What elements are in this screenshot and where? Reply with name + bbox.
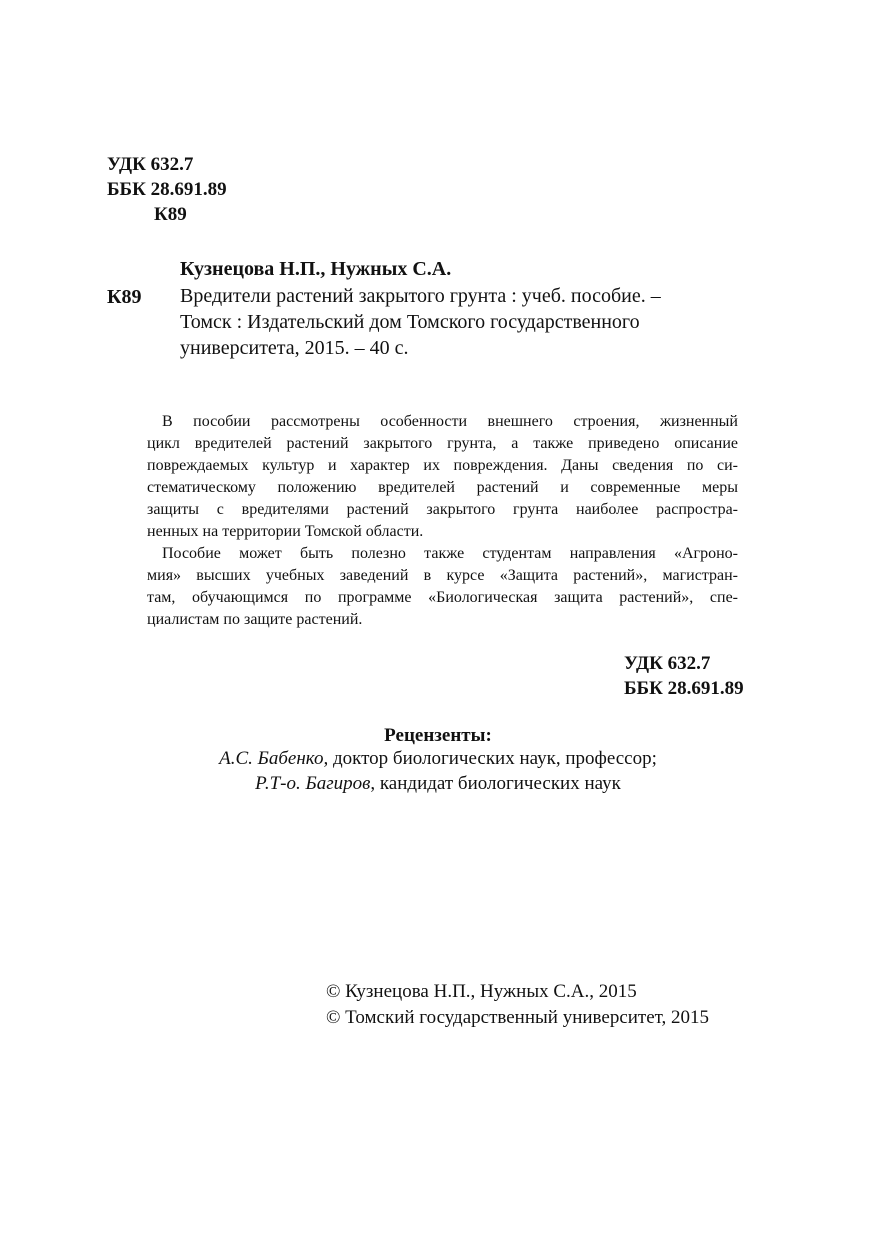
annotation-line: цикл вредителей растений закрытого грунта, а также приведено описание xyxy=(147,435,738,452)
cutter-code: К89 xyxy=(154,204,187,225)
cutter-mark: К89 xyxy=(107,286,142,308)
bbk-code: ББК 28.691.89 xyxy=(624,678,744,699)
biblio-line: Вредители растений закрытого грунта : учеб. пособие. – xyxy=(180,285,661,307)
biblio-line: университета, 2015. – 40 с. xyxy=(180,337,409,359)
biblio-line: Томск : Издательский дом Томского государственного xyxy=(180,311,640,333)
bottom-classification-block xyxy=(624,651,744,701)
annotation-line: циалистам по защите растений. xyxy=(147,611,363,628)
annotation-line: ненных на территории Томской области. xyxy=(147,523,424,540)
reviewer-description: доктор биологических наук, профессор; xyxy=(328,748,657,769)
bibliographic-description xyxy=(180,283,661,361)
bbk-code: ББК 28.691.89 xyxy=(107,179,227,200)
reviewer-description: , кандидат биологических наук xyxy=(370,773,621,794)
annotation xyxy=(147,411,738,631)
annotation-line: Пособие может быть полезно также студентам направления «Агроно- xyxy=(162,545,738,562)
copyright-line: © Кузнецова Н.П., Нужных С.А., 2015 xyxy=(326,981,637,1002)
authors-heading: Кузнецова Н.П., Нужных С.А. xyxy=(180,258,452,280)
annotation-line: там, обучающимся по программе «Биологическая защита растений», спе- xyxy=(147,589,738,606)
annotation-line: мия» высших учебных заведений в курсе «Защита растений», магистран- xyxy=(147,567,738,584)
reviewer-entry xyxy=(0,746,876,771)
reviewer-name: А.С. Бабенко, xyxy=(219,748,329,769)
reviewer-entry xyxy=(0,771,876,796)
udk-code: УДК 632.7 xyxy=(624,653,711,674)
annotation-line: В пособии рассмотрены особенности внешнего строения, жизненный xyxy=(162,413,738,430)
udk-code: УДК 632.7 xyxy=(107,154,194,175)
annotation-line: стематическому положению вредителей растений и современные меры xyxy=(147,479,738,496)
copyright-block xyxy=(326,979,709,1031)
annotation-line: защиты с вредителями растений закрытого грунта наиболее распростра- xyxy=(147,501,738,518)
reviewers-title: Рецензенты: xyxy=(384,725,492,746)
top-classification-block xyxy=(107,152,227,227)
copyright-line: © Томский государственный университет, 2015 xyxy=(326,1007,710,1028)
reviewer-name: Р.Т-о. Багиров xyxy=(255,773,371,794)
annotation-line: повреждаемых культур и характер их повреждения. Даны сведения по си- xyxy=(147,457,738,474)
